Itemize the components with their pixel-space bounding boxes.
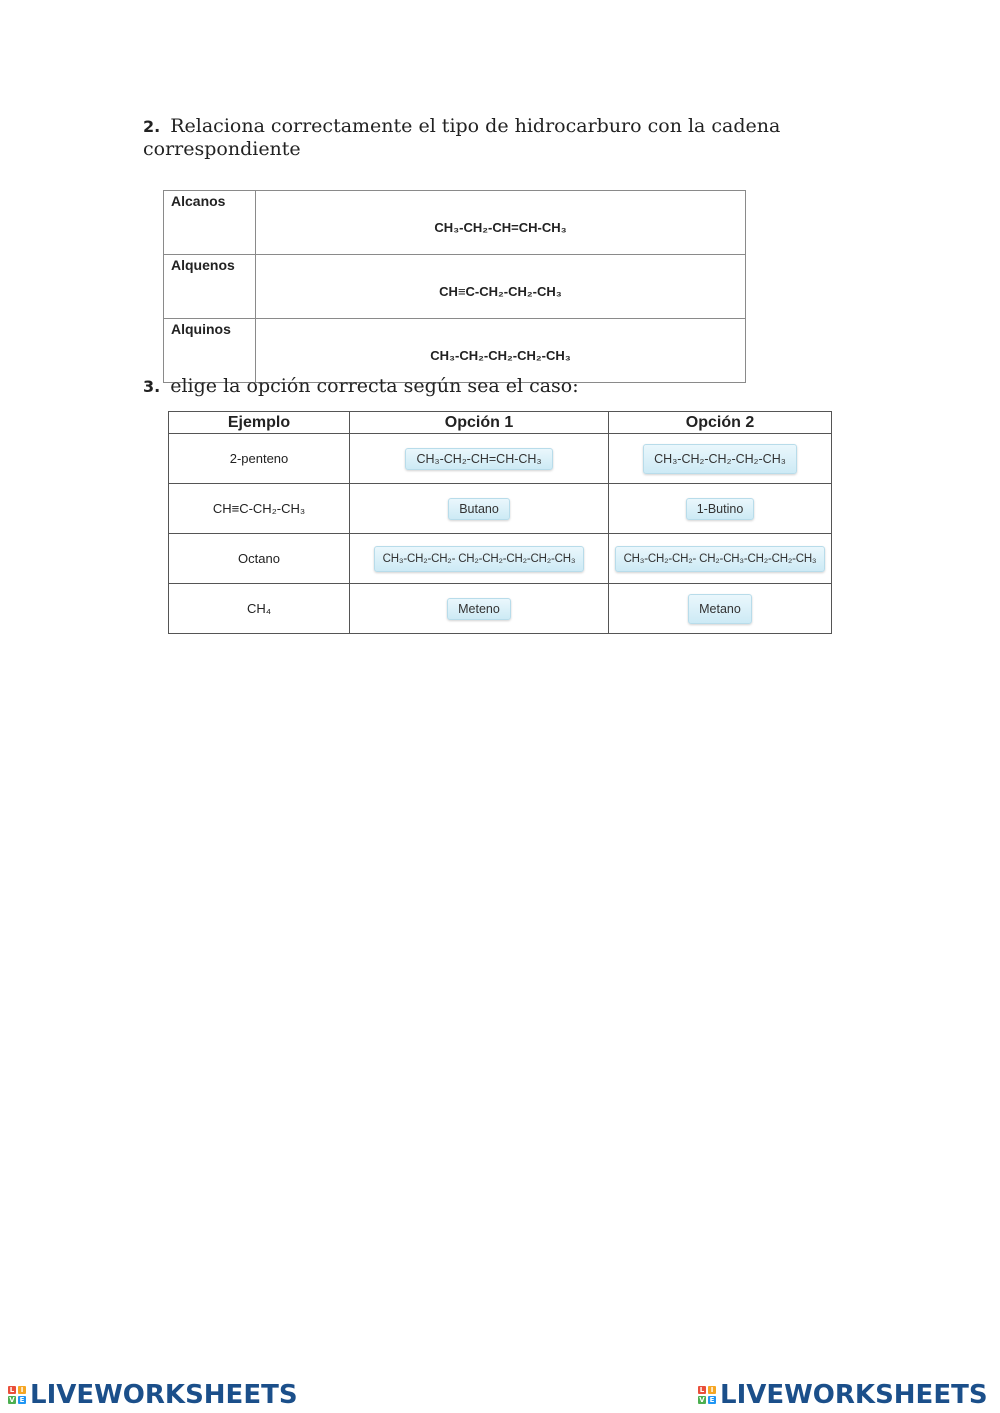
option-1-button[interactable]: CH₃-CH₂-CH=CH-CH₃ <box>405 448 552 470</box>
option-2-cell <box>609 584 832 634</box>
option-2-button[interactable]: CH₃-CH₂-CH₂- CH₂-CH₃-CH₂-CH₂-CH₃ <box>615 546 826 572</box>
choice-row <box>169 434 832 484</box>
question-2 <box>143 115 823 160</box>
choice-row <box>169 534 832 584</box>
option-2-cell <box>609 484 832 534</box>
option-1-cell <box>350 434 609 484</box>
header-ejemplo: Ejemplo <box>169 412 350 434</box>
choice-header-row <box>169 412 832 434</box>
option-2-button[interactable]: 1-Butino <box>686 498 755 520</box>
example-cell: CH₄ <box>169 584 350 634</box>
logo-text: LIVEWORKSHEETS <box>30 1380 298 1410</box>
example-cell: 2-penteno <box>169 434 350 484</box>
hydrocarbon-type: Alquenos <box>164 255 256 319</box>
liveworksheets-mark-icon: L I V E <box>9 1386 25 1404</box>
match-table <box>163 190 746 383</box>
option-2-button[interactable]: CH₃-CH₂-CH₂-CH₂-CH₃ <box>643 444 797 474</box>
choice-row <box>169 484 832 534</box>
option-1-button[interactable]: Meteno <box>447 598 511 620</box>
chain-drop-target[interactable]: CH≡C-CH₂-CH₂-CH₃ <box>256 255 746 319</box>
hydrocarbon-type: Alquinos <box>164 319 256 383</box>
question-2-number: 2. <box>143 117 161 136</box>
liveworksheets-mark-icon: L I V E <box>699 1386 715 1404</box>
option-1-button[interactable]: CH₃-CH₂-CH₂- CH₂-CH₂-CH₂-CH₂-CH₃ <box>374 546 585 572</box>
option-1-button[interactable]: Butano <box>448 498 510 520</box>
match-row <box>164 191 746 255</box>
chain-drop-target[interactable]: CH₃-CH₂-CH₂-CH₂-CH₃ <box>256 319 746 383</box>
header-opcion-1: Opción 1 <box>350 412 609 434</box>
question-3-text: elige la opción correcta según sea el caso: <box>170 375 579 397</box>
logo-text: LIVEWORKSHEETS <box>720 1380 988 1410</box>
question-3 <box>143 375 823 398</box>
choice-table <box>168 411 832 634</box>
example-cell: Octano <box>169 534 350 584</box>
option-1-cell <box>350 534 609 584</box>
option-2-button[interactable]: Metano <box>688 594 752 624</box>
header-opcion-2: Opción 2 <box>609 412 832 434</box>
option-2-cell <box>609 534 832 584</box>
match-row <box>164 255 746 319</box>
question-2-text: Relaciona correctamente el tipo de hidrocarburo con la cadena correspondiente <box>143 115 781 160</box>
example-cell: CH≡C-CH₂-CH₃ <box>169 484 350 534</box>
match-row <box>164 319 746 383</box>
option-1-cell <box>350 584 609 634</box>
liveworksheets-logo <box>698 1380 988 1410</box>
liveworksheets-logo <box>8 1380 298 1410</box>
question-3-number: 3. <box>143 377 161 396</box>
option-1-cell <box>350 484 609 534</box>
option-2-cell <box>609 434 832 484</box>
hydrocarbon-type: Alcanos <box>164 191 256 255</box>
chain-drop-target[interactable]: CH₃-CH₂-CH=CH-CH₃ <box>256 191 746 255</box>
choice-row <box>169 584 832 634</box>
